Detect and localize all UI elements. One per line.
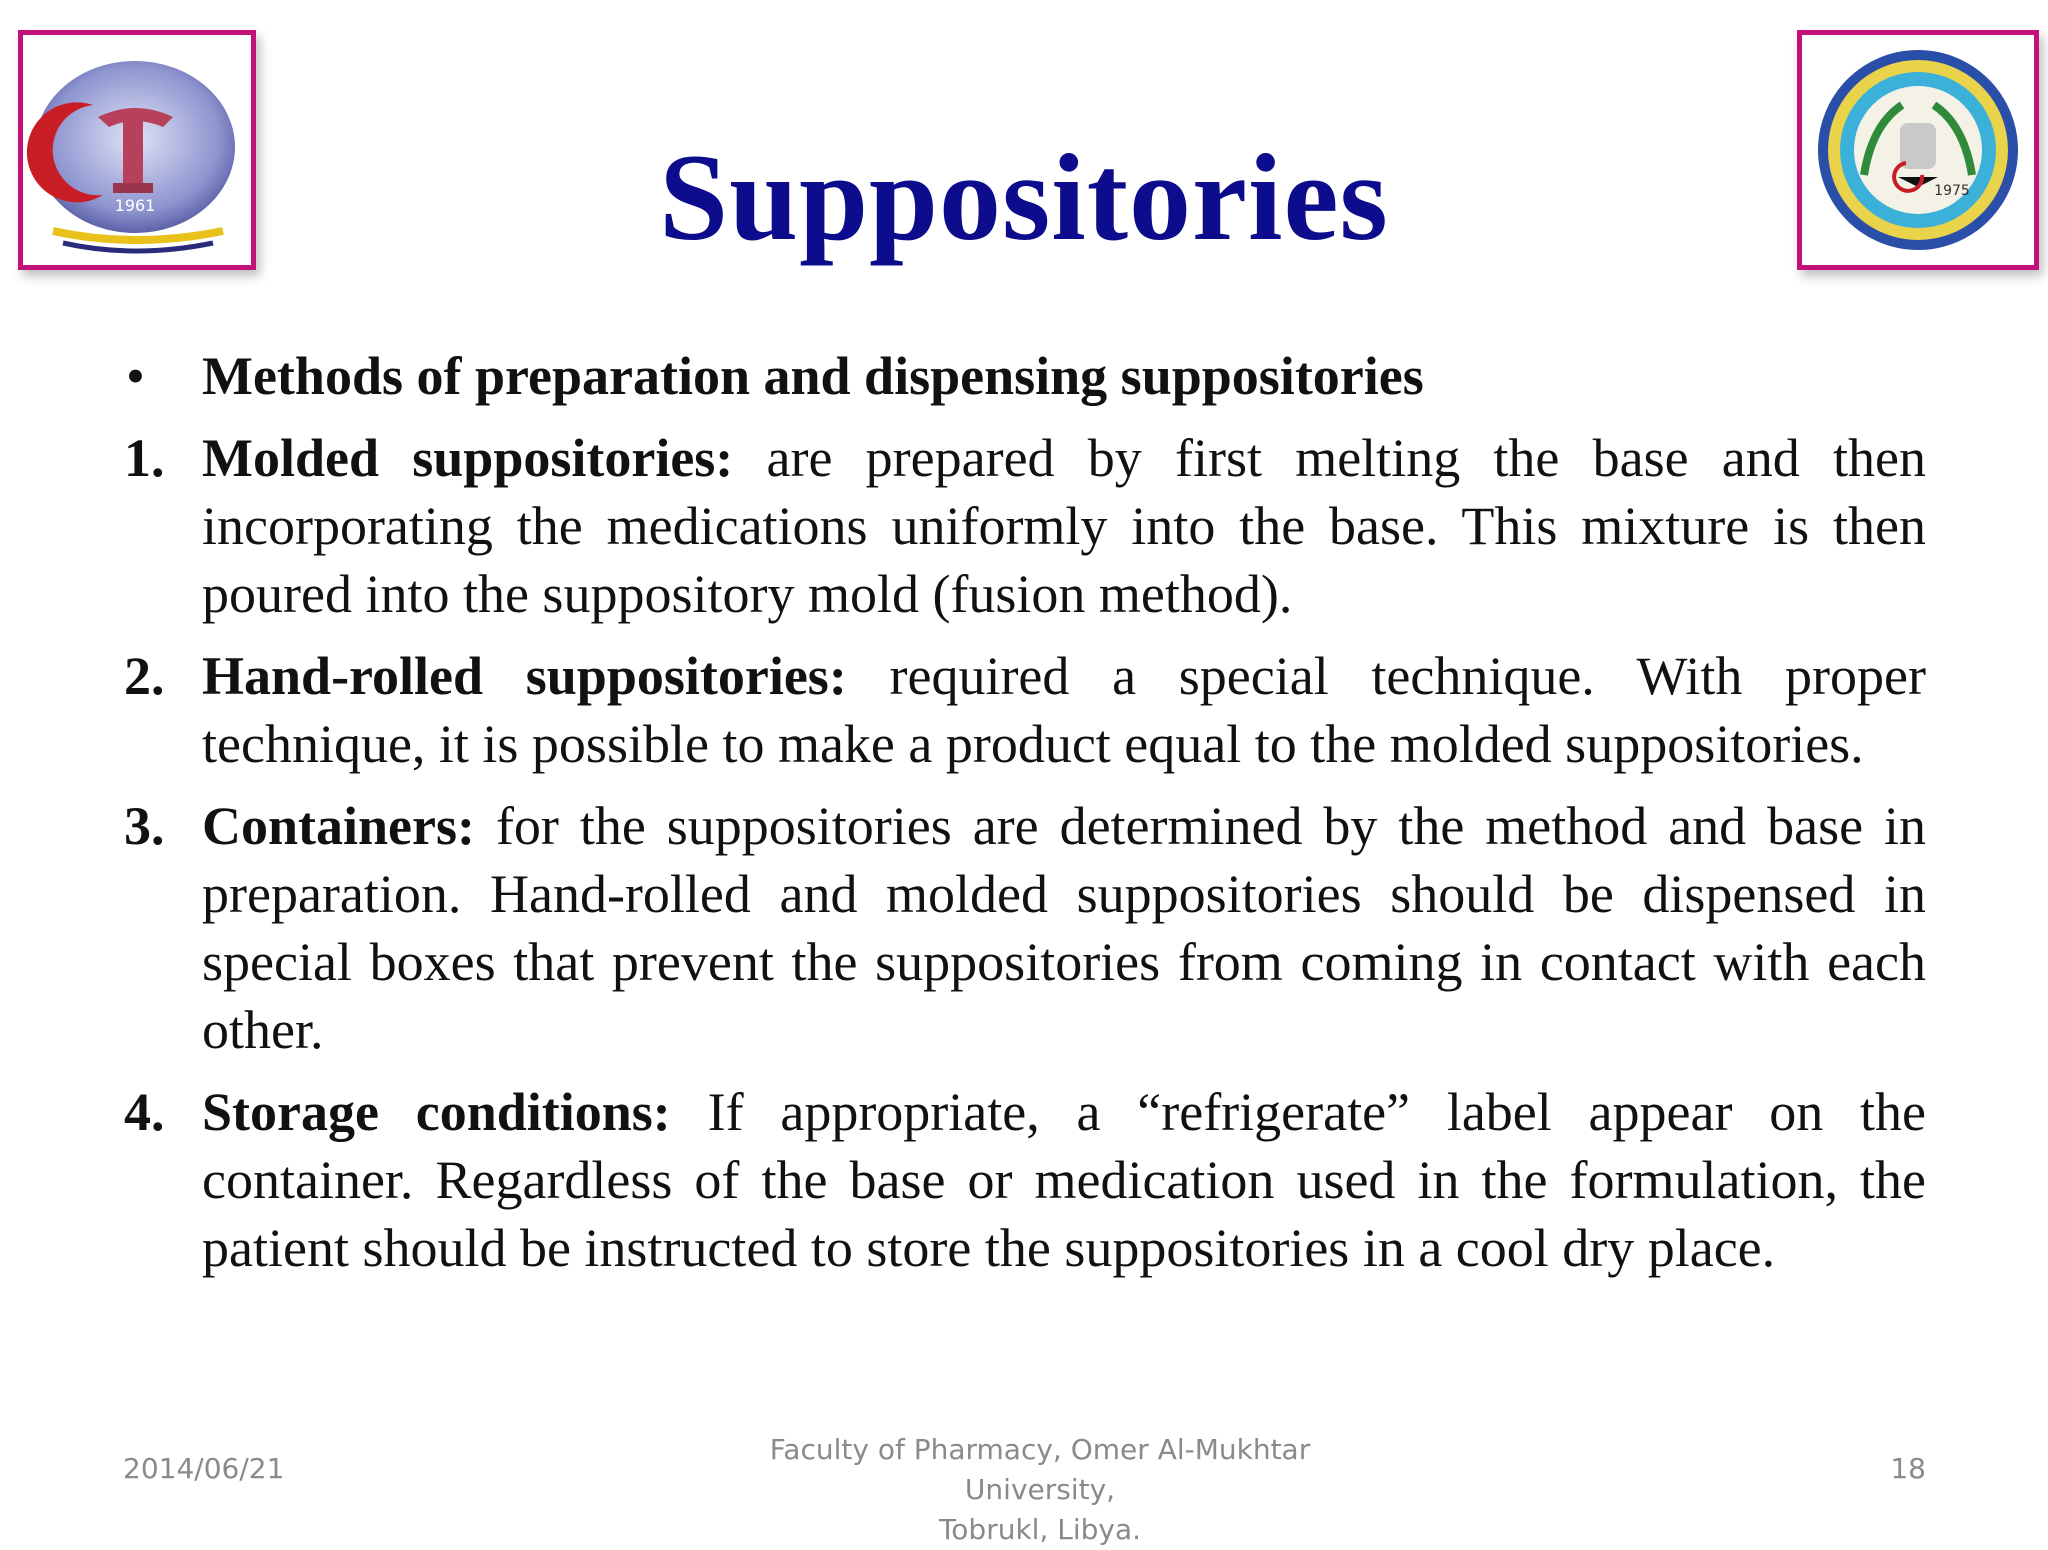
list-item — [120, 792, 1926, 1064]
item-number: 1. — [124, 428, 165, 488]
methods-heading: Methods of preparation and dispensing suppositories — [202, 346, 1424, 406]
item-number: 4. — [124, 1082, 165, 1142]
item-term: Storage conditions: — [202, 1082, 671, 1142]
footer-institution-line1: Faculty of Pharmacy, Omer Al-Mukhtar University, — [769, 1433, 1311, 1506]
footer-institution — [720, 1430, 1360, 1550]
footer-institution-line2: Tobrukl, Libya. — [938, 1513, 1142, 1546]
item-text: required a special technique. With proper technique, it is possible to make a product equal to the molded suppositories. — [202, 646, 1926, 774]
page-number: 18 — [1890, 1452, 1926, 1485]
item-number: 2. — [124, 646, 165, 706]
heading-row — [120, 342, 1926, 410]
slide-title: Suppositories — [659, 129, 1389, 266]
item-text: for the suppositories are determined by the method and base in preparation. Hand-rolled and molded suppositories should be dispensed in special boxes that prevent the suppositories from coming in contact with each other. — [202, 796, 1926, 1060]
svg-text:1975: 1975 — [1934, 183, 1970, 199]
bullet-marker: • — [126, 346, 145, 406]
list-item — [120, 1078, 1926, 1282]
item-term: Containers: — [202, 796, 475, 856]
item-term: Hand-rolled suppositories: — [202, 646, 847, 706]
item-text: If appropriate, a “refrigerate” label appear on the container. Regardless of the base or medication used in the formulation, the patient should be instructed to store the suppositories in a cool dry place. — [202, 1082, 1926, 1278]
list-item — [120, 424, 1926, 628]
footer-date: 2014/06/21 — [123, 1452, 285, 1485]
svg-text:1961: 1961 — [114, 196, 156, 215]
item-term: Molded suppositories: — [202, 428, 734, 488]
slide-body — [120, 342, 1926, 1282]
item-text: are prepared by first melting the base and then incorporating the medications uniformly into the base. This mixture is then poured into the suppository mold (fusion method). — [202, 428, 1926, 624]
item-number: 3. — [124, 796, 165, 856]
list-item — [120, 642, 1926, 778]
